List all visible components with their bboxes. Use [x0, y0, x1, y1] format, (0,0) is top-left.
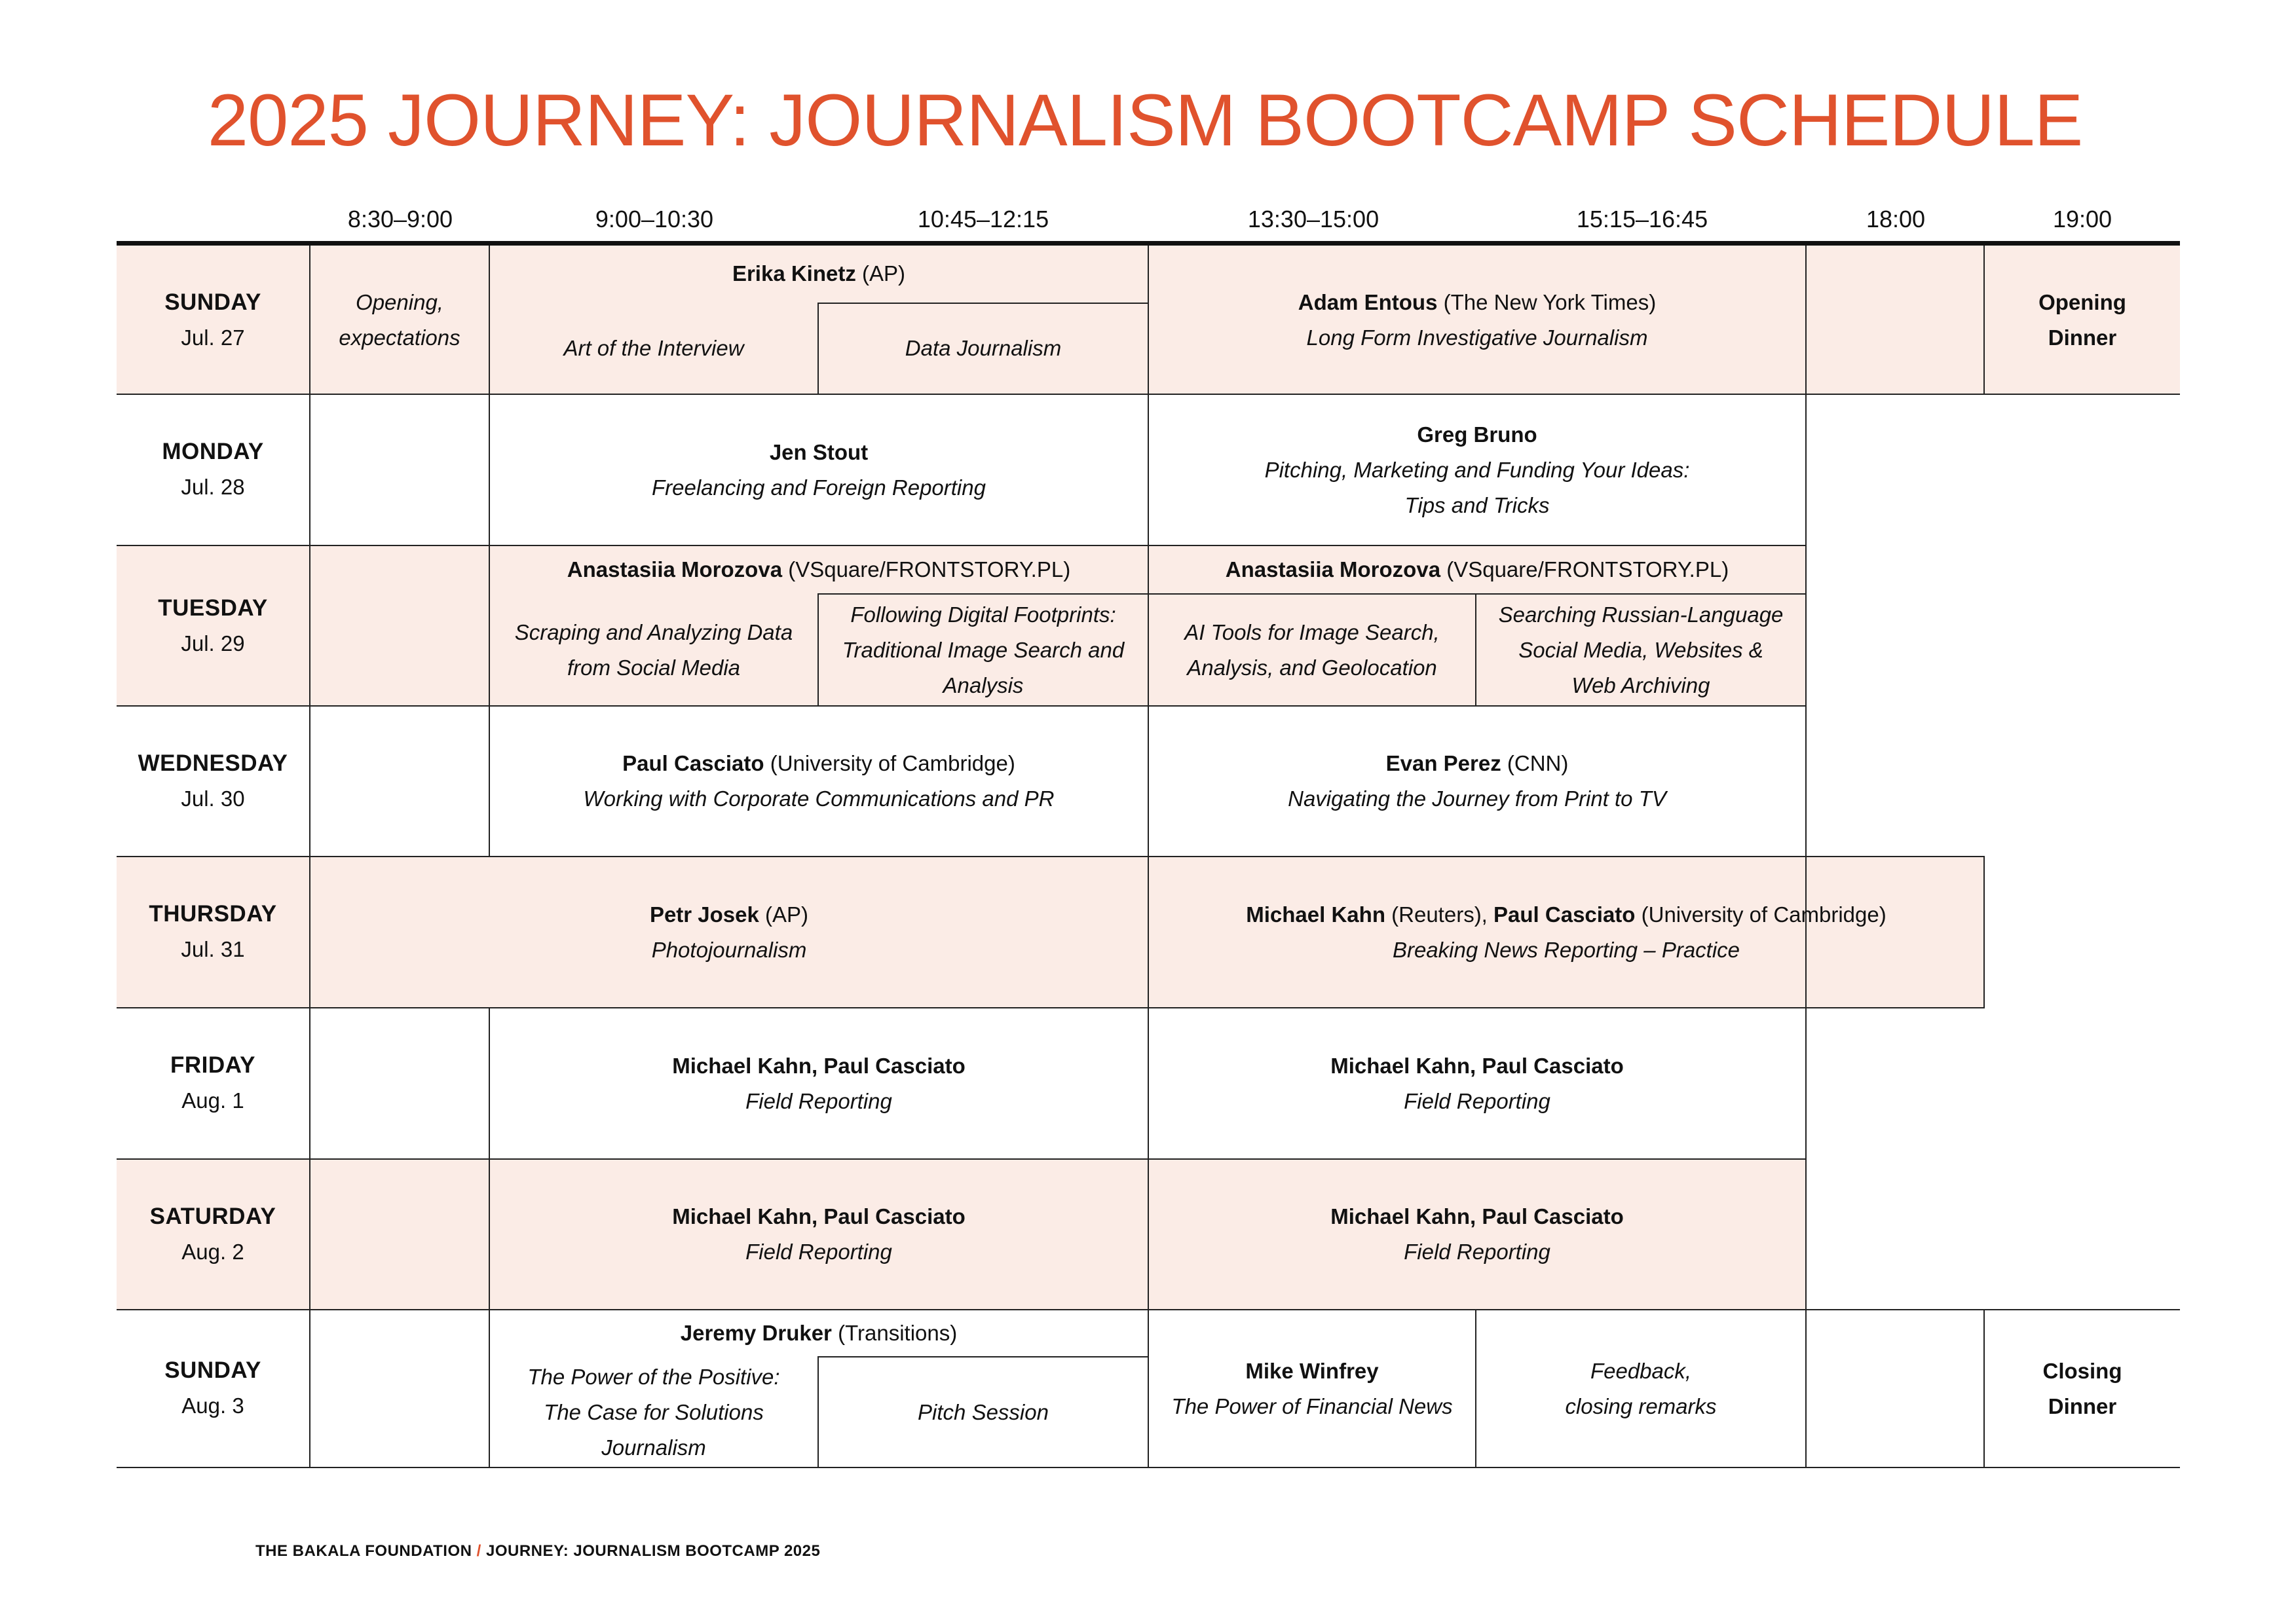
- footer-event: JOURNEY: JOURNALISM BOOTCAMP 2025: [485, 1542, 821, 1560]
- session-speaker-header: Anastasiia Morozova (VSquare/FRONTSTORY.PL): [567, 557, 1071, 581]
- session-russian-language: Searching Russian-Language Social Media, Websites & Web Archiving: [1498, 602, 1784, 697]
- time-header-1330: 13:30–15:00: [1247, 206, 1380, 232]
- page-title: 2025 JOURNEY: JOURNALISM BOOTCAMP SCHEDULE: [207, 79, 2083, 161]
- footer-separator: /: [472, 1542, 486, 1560]
- session-financial-news: Mike Winfrey The Power of Financial News: [1171, 1358, 1453, 1418]
- day-date: Jul. 28: [181, 475, 245, 499]
- day-label-jul28: [117, 394, 309, 545]
- session-photojournalism: Petr Josek (AP) Photojournalism: [649, 902, 809, 962]
- day-date: Jul. 31: [181, 937, 245, 961]
- day-date: Jul. 29: [181, 631, 245, 655]
- time-header-1800: 18:00: [1866, 206, 1926, 232]
- day-name: SUNDAY: [164, 289, 261, 315]
- time-header-0830: 8:30–9:00: [347, 206, 453, 232]
- session-art-of-interview: Art of the Interview: [563, 336, 744, 360]
- session-pitch: Pitch Session: [918, 1399, 1049, 1424]
- day-label-jul29: [117, 546, 309, 705]
- day-date: Aug. 1: [181, 1088, 244, 1113]
- footer: [255, 1542, 820, 1560]
- day-label-jul31: [117, 857, 309, 1007]
- day-name: SUNDAY: [164, 1357, 261, 1383]
- session-feedback: Feedback, closing remarks: [1565, 1358, 1717, 1418]
- day-label-jul27: [117, 246, 309, 394]
- grid-line: [1983, 856, 1985, 1008]
- session-corporate-comms: Paul Casciato (University of Cambridge) Working with Corporate Communications and PR: [583, 751, 1055, 811]
- day-label-aug1: [117, 1008, 309, 1158]
- grid-line: [117, 1467, 2180, 1468]
- session-ai-tools: AI Tools for Image Search, Analysis, and Geolocation: [1184, 619, 1440, 680]
- session-scraping: Scraping and Analyzing Data from Social Media: [514, 619, 793, 680]
- session-field-reporting-pm: Michael Kahn, Paul Casciato Field Reporting: [1330, 1204, 1624, 1264]
- session-breaking-news: Michael Kahn (Reuters), Paul Casciato (University of Cambridge) Breaking News Reporting – Practice: [1246, 902, 1886, 962]
- session-speaker-header: Erika Kinetz (AP): [732, 261, 906, 286]
- day-name: TUESDAY: [158, 595, 268, 621]
- time-header-0900: 9:00–10:30: [595, 206, 714, 232]
- header-rule: [117, 241, 2180, 246]
- time-header-1900: 19:00: [2052, 206, 2112, 232]
- session-long-form: Adam Entous (The New York Times) Long Form Investigative Journalism: [1298, 289, 1657, 350]
- time-header-1515: 15:15–16:45: [1576, 206, 1708, 232]
- session-print-to-tv: Evan Perez (CNN) Navigating the Journey from Print to TV: [1288, 751, 1666, 811]
- session-pitching: Greg Bruno Pitching, Marketing and Funding Your Ideas: Tips and Tricks: [1264, 422, 1690, 517]
- day-date: Aug. 3: [181, 1393, 244, 1418]
- session-data-journalism: Data Journalism: [905, 336, 1062, 360]
- day-date: Jul. 30: [181, 786, 245, 811]
- session-opening-dinner: Opening Dinner: [2038, 289, 2126, 350]
- day-name: MONDAY: [162, 439, 264, 464]
- day-name: WEDNESDAY: [138, 750, 288, 776]
- day-label-jul30: [117, 706, 309, 856]
- session-field-reporting-am: Michael Kahn, Paul Casciato Field Reporting: [672, 1204, 966, 1264]
- session-closing-dinner: Closing Dinner: [2042, 1358, 2122, 1418]
- time-header-1045: 10:45–12:15: [917, 206, 1049, 232]
- session-freelancing: Jen Stout Freelancing and Foreign Reporting: [652, 439, 986, 500]
- grid-line: [309, 246, 310, 1467]
- day-name: SATURDAY: [149, 1204, 276, 1229]
- session-opening-expectations: Opening, expectations: [339, 289, 460, 350]
- day-label-aug2: [117, 1159, 309, 1310]
- session-speaker-header: Jeremy Druker (Transitions): [680, 1321, 958, 1345]
- day-date: Aug. 2: [181, 1240, 244, 1264]
- session-field-reporting-pm: Michael Kahn, Paul Casciato Field Reporting: [1330, 1053, 1624, 1113]
- grid-line: [1805, 246, 1807, 1467]
- day-name: THURSDAY: [149, 901, 277, 927]
- day-label-aug3: [117, 1310, 309, 1467]
- session-digital-footprints: Following Digital Footprints: Traditional Image Search and Analysis: [842, 602, 1125, 697]
- day-date: Jul. 27: [181, 325, 245, 350]
- session-power-of-positive: The Power of the Positive: The Case for Solutions Journalism: [527, 1364, 780, 1460]
- session-speaker-header: Anastasiia Morozova (VSquare/FRONTSTORY.PL): [1225, 557, 1729, 581]
- day-name: FRIDAY: [170, 1052, 256, 1078]
- session-field-reporting-am: Michael Kahn, Paul Casciato Field Reporting: [672, 1053, 966, 1113]
- footer-org: THE BAKALA FOUNDATION: [255, 1542, 472, 1560]
